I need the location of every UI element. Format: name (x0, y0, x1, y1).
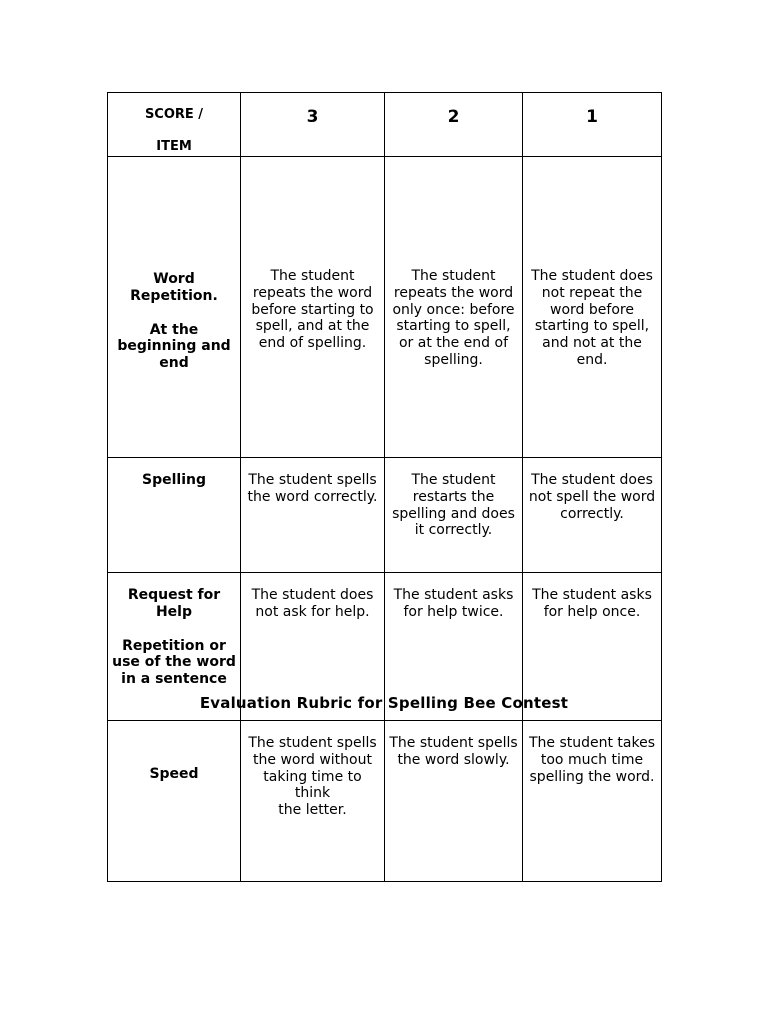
descriptor-cell (523, 458, 662, 573)
table-row-word-repetition (108, 157, 662, 458)
table-caption: Evaluation Rubric for Spelling Bee Contest (199, 694, 569, 712)
table-row-spelling (108, 458, 662, 573)
item-cell (108, 157, 241, 458)
descriptor-cell (523, 721, 662, 882)
score-1-heading: 1 (586, 107, 598, 127)
item-cell (108, 721, 241, 882)
descriptor-cell (385, 458, 523, 573)
descriptor-text: The student restarts the spelling and does it correctly. (392, 472, 515, 539)
item-word-repetition-sublabel: At the beginning and end (117, 321, 231, 372)
score-3-heading: 3 (306, 107, 319, 127)
header-label-cell (108, 93, 241, 157)
table-row-speed (108, 721, 662, 882)
descriptor-text: The student asks for help twice. (393, 587, 514, 620)
descriptor-cell (523, 157, 662, 458)
descriptor-cell (241, 458, 385, 573)
header-score-cell (241, 93, 385, 157)
descriptor-text: The student takes too much time spelling the word. (528, 735, 656, 785)
descriptor-text: The student repeats the word before starting to spell, and at the end of spelling. (251, 268, 374, 352)
descriptor-text: The student spells the word slowly. (389, 735, 518, 768)
descriptor-text: The student does not repeat the word before starting to spell, and not at the end. (531, 268, 653, 368)
table-header-row (108, 93, 662, 157)
item-request-help-sublabel: Repetition or use of the word in a sentence (112, 637, 236, 688)
header-score-cell (385, 93, 523, 157)
descriptor-text: The student spells the word without taking time to think the letter. (248, 735, 377, 819)
descriptor-text: The student spells the word correctly. (247, 472, 378, 505)
rubric-table (107, 92, 662, 882)
item-word-repetition-label: Word Repetition. (130, 271, 218, 304)
descriptor-text: The student asks for help once. (532, 587, 652, 620)
descriptor-text: The student does not ask for help. (251, 587, 374, 620)
header-label-score: SCORE / (144, 107, 204, 122)
item-spelling-label: Spelling (142, 472, 206, 488)
item-speed-label: Speed (149, 766, 199, 782)
item-cell (108, 458, 241, 573)
descriptor-cell (385, 157, 523, 458)
descriptor-text: The student repeats the word only once: before starting to spell, or at the end of spelling. (392, 268, 515, 368)
descriptor-cell (241, 157, 385, 458)
header-score-cell (523, 93, 662, 157)
descriptor-cell (385, 721, 523, 882)
descriptor-cell (241, 721, 385, 882)
header-label-item: ITEM (156, 139, 192, 154)
score-2-heading: 2 (447, 107, 460, 127)
item-request-help-label: Request for Help (127, 587, 221, 620)
descriptor-text: The student does not spell the word correctly. (528, 472, 656, 522)
